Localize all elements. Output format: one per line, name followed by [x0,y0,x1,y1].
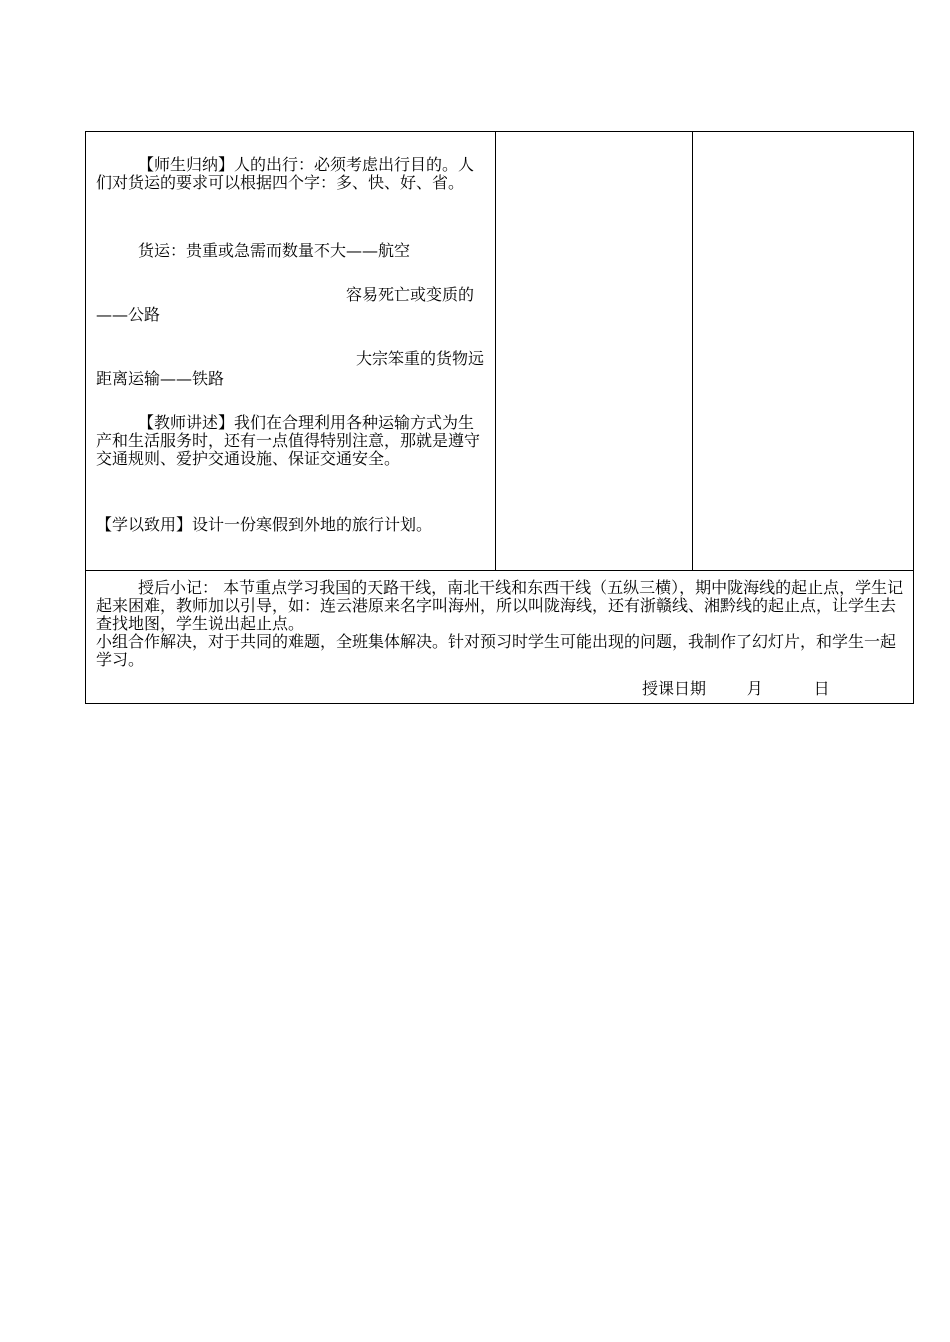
freight-air-line: 货运：贵重或急需而数量不大——航空 [138,241,411,260]
reflection-line-2: 小组合作解决，对于共同的难题，全班集体解决。针对预习时学生可能出现的问题，我制作了幻灯片，和学生一起学习。 [96,632,897,669]
lesson-table-row [86,132,913,571]
teacher-explanation-paragraph: 【教师讲述】我们在合理利用各种运输方式为生产和生活服务时，还有一点值得特别注意，那就是遵守交通规则、爱护交通设施、保证交通安全。 [96,413,481,468]
freight-rail-line-1: 大宗笨重的货物远 [355,349,484,368]
reflection-notes [96,579,906,669]
freight-road-line-2: ——公路 [96,305,161,324]
application-paragraph: 【学以致用】设计一份寒假到外地的旅行计划。 [96,515,433,534]
day-label: 日 [813,679,830,698]
lesson-table [85,131,914,704]
empty-right-cell [693,132,913,570]
month-label: 月 [746,679,763,698]
summary-paragraph: 【师生归纳】人的出行：必须考虑出行目的。人们对货运的要求可以根据四个字：多、快、好、省。 [96,155,475,192]
reflection-cell [86,571,913,703]
empty-middle-cell [496,132,693,570]
date-label: 授课日期 [642,679,707,698]
reflection-line-1: 授后小记： 本节重点学习我国的天路干线，南北干线和东西干线（五纵三横），期中陇海线的起止点，学生记起来困难，教师加以引导，如：连云港原来名字叫海州，所以叫陇海线，还有浙赣线、湘黔线的起止点，让学生去查找地图，学生说出起止点。 [96,578,904,633]
freight-rail-line-2: 距离运输——铁路 [96,369,225,388]
freight-road-line-1: 容易死亡或变质的 [345,285,474,304]
lesson-content-cell [86,132,496,570]
lesson-date-line [642,680,830,698]
